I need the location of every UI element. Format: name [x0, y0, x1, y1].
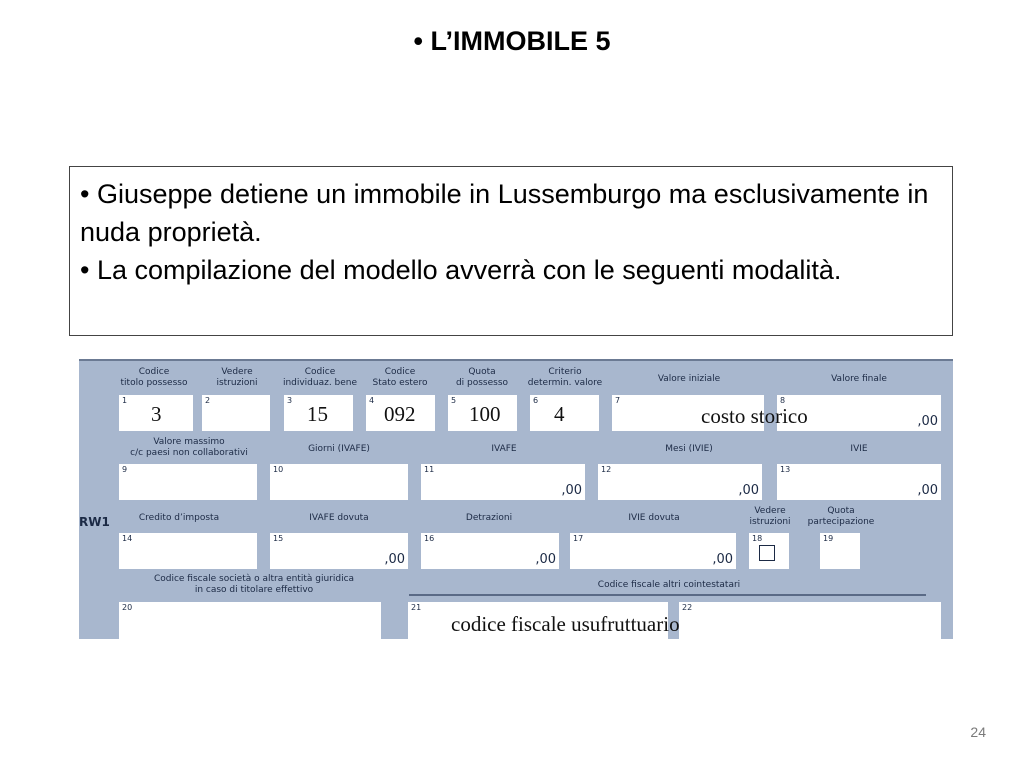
- value-5: 100: [469, 402, 501, 426]
- slide-title: • L’IMMOBILE 5: [413, 26, 611, 56]
- label-codice-fiscale-cointestatari: Codice fiscale altri cointestatari: [597, 580, 741, 590]
- field-16[interactable]: [421, 533, 559, 569]
- field-3[interactable]: [284, 395, 353, 431]
- field-number: 9: [122, 465, 128, 474]
- field-17[interactable]: [570, 533, 736, 569]
- field-number: 2: [205, 396, 211, 405]
- bullet-1: • Giuseppe detiene un immobile in Lussemburgo ma esclusivamente in nuda proprietà.: [80, 179, 929, 247]
- label-valore-finale: Valore finale: [831, 374, 887, 384]
- label-ivafe-dovuta: IVAFE dovuta: [309, 513, 369, 523]
- field-number: 20: [122, 603, 133, 612]
- field-12[interactable]: [598, 464, 762, 500]
- checkbox-square[interactable]: [759, 545, 775, 561]
- bullet-2: • La compilazione del modello avverrà con le seguenti modalità.: [80, 255, 842, 285]
- decimal-suffix: ,00: [384, 552, 405, 567]
- label-giorni-ivafe: Giorni (IVAFE): [308, 444, 370, 454]
- field-number: 16: [424, 534, 435, 543]
- field-5[interactable]: [448, 395, 517, 431]
- field-number: 10: [273, 465, 284, 474]
- label-ivie: IVIE: [850, 444, 868, 454]
- field-1[interactable]: [119, 395, 193, 431]
- label-mesi-ivie: Mesi (IVIE): [665, 444, 713, 454]
- field-number: 17: [573, 534, 584, 543]
- rw1-form: [79, 359, 953, 639]
- field-number: 14: [122, 534, 133, 543]
- field-number: 4: [369, 396, 375, 405]
- field-number: 3: [287, 396, 293, 405]
- bullet-text-box: [69, 166, 953, 336]
- field-11[interactable]: [421, 464, 585, 500]
- label-codice-fiscale-societa: Codice fiscale società o altra entità giuridica in caso di titolare effettivo: [153, 574, 355, 595]
- label-quota-partecipazione: Quota partecipazione: [807, 506, 875, 527]
- page-number: 24: [970, 724, 986, 740]
- field-number: 7: [615, 396, 621, 405]
- field-14[interactable]: [119, 533, 257, 569]
- field-number: 18: [752, 534, 763, 543]
- label-credito-imposta: Credito d’imposta: [138, 513, 220, 523]
- value-4: 092: [384, 402, 416, 426]
- field-13[interactable]: [777, 464, 941, 500]
- handwritten-codice-fiscale: codice fiscale usufruttuario: [451, 612, 680, 636]
- field-20[interactable]: [119, 602, 381, 639]
- field-22[interactable]: [679, 602, 941, 639]
- field-number: 6: [533, 396, 539, 405]
- divider-line: [409, 594, 926, 596]
- label-valore-massimo: Valore massimo c/c paesi non collaborativi: [130, 437, 248, 458]
- field-2[interactable]: [202, 395, 270, 431]
- field-6[interactable]: [530, 395, 599, 431]
- field-number: 12: [601, 465, 612, 474]
- field-number: 11: [424, 465, 435, 474]
- handwritten-costo-storico: costo storico: [701, 404, 808, 428]
- field-number: 13: [780, 465, 791, 474]
- decimal-suffix: ,00: [535, 552, 556, 567]
- label-ivie-dovuta: IVIE dovuta: [628, 513, 680, 523]
- label-codice-titolo: Codice titolo possesso: [120, 367, 188, 388]
- decimal-suffix: ,00: [712, 552, 733, 567]
- field-15[interactable]: [270, 533, 408, 569]
- label-ivafe: IVAFE: [491, 444, 517, 454]
- label-codice-stato: Codice Stato estero: [372, 367, 428, 388]
- value-1: 3: [151, 402, 162, 426]
- decimal-suffix: ,00: [917, 483, 938, 498]
- label-quota-possesso: Quota di possesso: [455, 367, 509, 388]
- field-10[interactable]: [270, 464, 408, 500]
- field-number: 22: [682, 603, 693, 612]
- field-number: 21: [411, 603, 422, 612]
- label-vedere-istruzioni: Vedere istruzioni: [216, 367, 258, 388]
- label-valore-iniziale: Valore iniziale: [657, 374, 721, 384]
- field-number: 1: [122, 396, 128, 405]
- label-vedere-istruzioni-18: Vedere istruzioni: [749, 506, 791, 527]
- field-9[interactable]: [119, 464, 257, 500]
- section-label: RW1: [79, 515, 110, 529]
- label-criterio: Criterio determin. valore: [527, 367, 603, 388]
- decimal-suffix: ,00: [917, 414, 938, 429]
- value-6: 4: [554, 402, 565, 426]
- field-4[interactable]: [366, 395, 435, 431]
- field-number: 5: [451, 396, 457, 405]
- decimal-suffix: ,00: [561, 483, 582, 498]
- label-codice-bene: Codice individuaz. bene: [282, 367, 358, 388]
- field-19[interactable]: [820, 533, 860, 569]
- field-number: 15: [273, 534, 284, 543]
- field-number: 8: [780, 396, 786, 405]
- decimal-suffix: ,00: [738, 483, 759, 498]
- field-number: 19: [823, 534, 834, 543]
- value-3: 15: [307, 402, 328, 426]
- label-detrazioni: Detrazioni: [465, 513, 513, 523]
- field-18-checkbox[interactable]: [749, 533, 789, 569]
